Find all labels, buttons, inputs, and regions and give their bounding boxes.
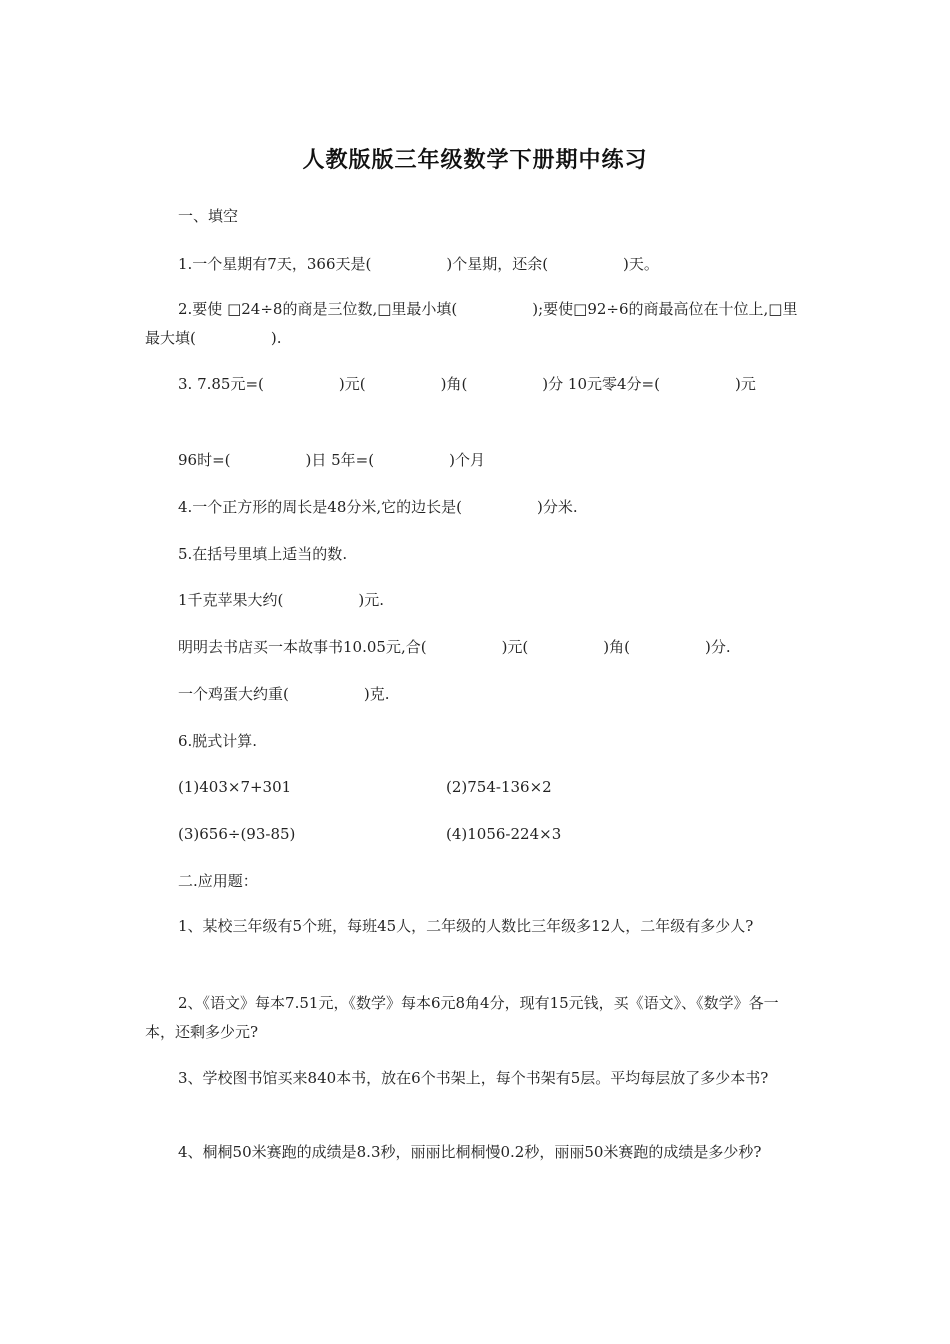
- problem-2: 2、《语文》每本7.51元，《数学》每本6元8角4分，现有15元钱，买《语文》、《数学》各一本，还剩多少元?: [145, 994, 779, 1041]
- question-3: 3. 7.85元=( )元( )角( )分 10元零4分=( )元: [178, 375, 756, 393]
- page-title: 人教版版三年级数学下册期中练习: [302, 148, 648, 173]
- question-4: 4.一个正方形的周长是48分米,它的边长是( )分米.: [178, 498, 578, 516]
- question-2: 2.要使 □24÷8的商是三位数,□里最小填( );要使□92÷6的商最高位在十位上,□里最大填( ).: [145, 300, 798, 347]
- calc-item: (1)403×7+301: [178, 778, 292, 796]
- question-6: 6.脱式计算.: [178, 732, 258, 750]
- calc-item: (4)1056-224×3: [446, 825, 562, 843]
- question-5c: 一个鸡蛋大约重( )克.: [178, 685, 390, 703]
- calc-item: (2)754-136×2: [446, 778, 552, 796]
- question-1: 1.一个星期有7天，366天是( )个星期，还余( )天。: [178, 255, 659, 273]
- question-5a: 1千克苹果大约( )元.: [178, 591, 385, 609]
- section-heading-fill-blank: 一、填空: [178, 207, 239, 225]
- question-5: 5.在括号里填上适当的数.: [178, 545, 348, 563]
- question-5b: 明明去书店买一本故事书10.05元,合( )元( )角( )分.: [178, 638, 731, 656]
- problem-3: 3、学校图书馆买来840本书，放在6个书架上，每个书架有5层。平均每层放了多少本书?: [178, 1069, 769, 1087]
- problem-4: 4、桐桐50米赛跑的成绩是8.3秒，丽丽比桐桐慢0.2秒，丽丽50米赛跑的成绩是多少秒?: [178, 1143, 762, 1161]
- question-3b: 96时=( )日 5年=( )个月: [178, 451, 485, 469]
- section-heading-applications: 二.应用题：: [178, 872, 258, 890]
- calc-item: (3)656÷(93-85): [178, 825, 296, 843]
- problem-1: 1、某校三年级有5个班，每班45人，二年级的人数比三年级多12人，二年级有多少人?: [178, 917, 754, 935]
